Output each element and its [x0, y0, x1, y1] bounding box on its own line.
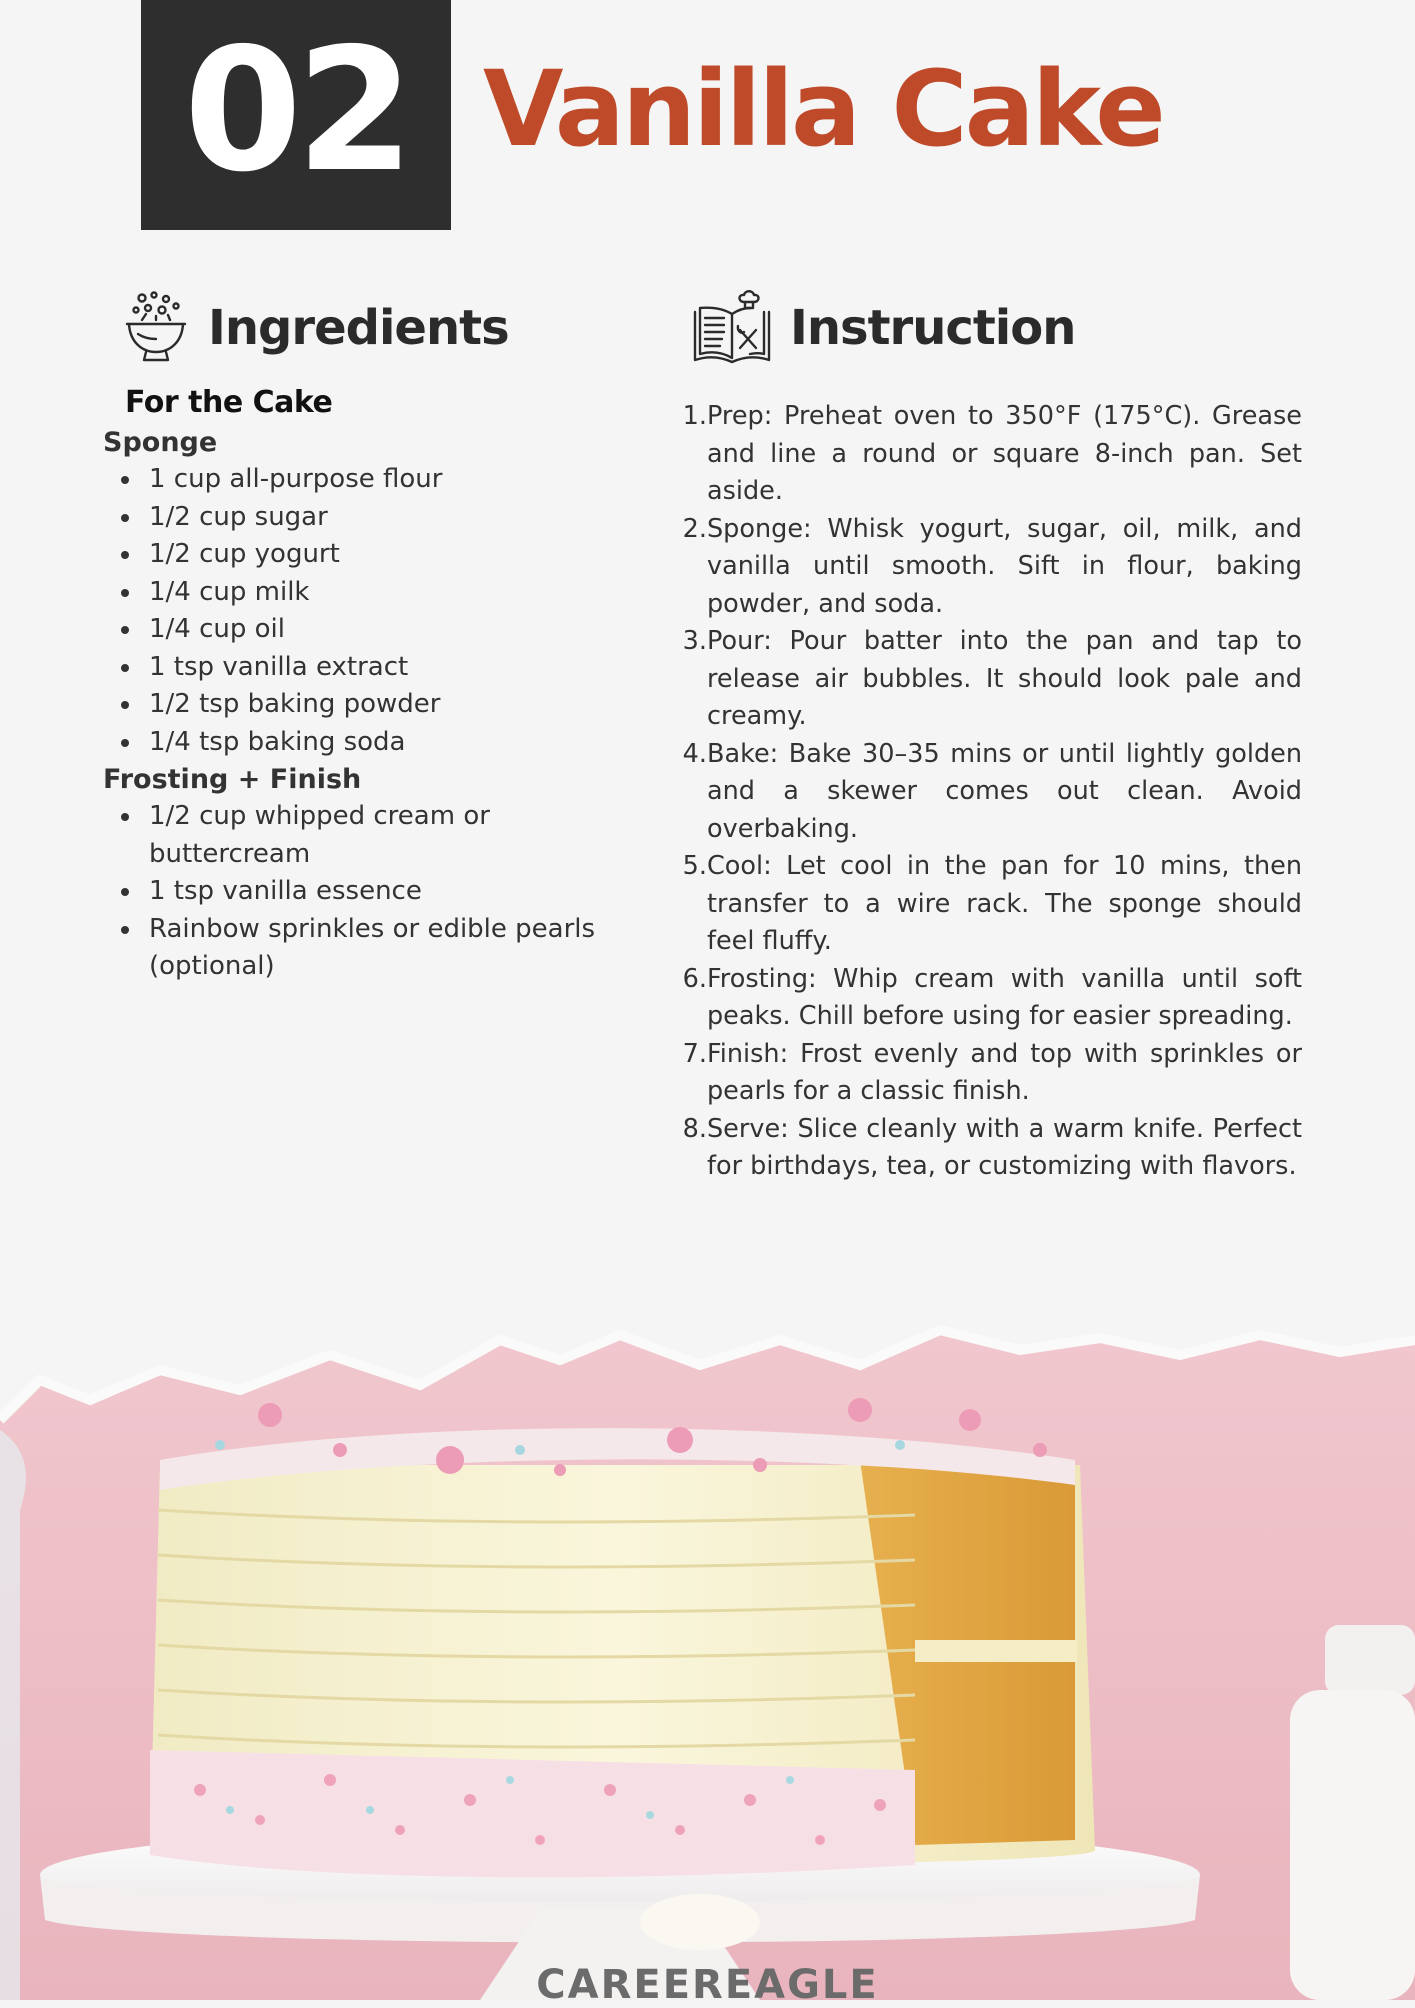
step-text: Cool: Let cool in the pan for 10 mins, then transfer to a wire rack. The sponge should feel fluffy.: [707, 851, 1302, 956]
step-text: Bake: Bake 30–35 mins or until lightly golden and a skewer comes out clean. Avoid overbaking.: [707, 738, 1302, 844]
recipe-number-box: [141, 0, 451, 230]
step-text: Pour: Pour batter into the pan and tap to release air bubbles. It should look pale and creamy.: [707, 626, 1302, 731]
instruction-step: [677, 623, 1302, 736]
instruction-step: [677, 511, 1302, 624]
ingredients-heading: Ingredients: [208, 300, 509, 356]
ingredients-subtitle: For the Cake: [125, 385, 333, 420]
instruction-step: [677, 1111, 1302, 1186]
ingredient-item: 1/4 tsp baking soda: [149, 724, 623, 762]
recipe-title: Vanilla Cake: [483, 48, 1163, 170]
ingredient-item: 1/2 cup whipped cream or buttercream: [149, 798, 519, 873]
recipe-book-chef-icon: [692, 290, 772, 366]
footer-logo: CAREEREAGLE: [536, 1962, 879, 2008]
step-text: Frosting: Whip cream with vanilla until soft peaks. Chill before using for easier spreading.: [707, 963, 1302, 1031]
ingredient-item: 1/2 cup yogurt: [149, 536, 623, 574]
step-number: 1.: [682, 401, 707, 431]
instruction-header: [692, 290, 1075, 366]
ingredients-header: [122, 290, 509, 366]
ingredient-item: 1/4 cup milk: [149, 574, 623, 612]
ingredient-item: 1 tsp vanilla extract: [149, 649, 623, 687]
ingredient-group-title: Sponge: [103, 427, 218, 458]
ingredient-item: 1/4 cup oil: [149, 611, 623, 649]
ingredient-item: Rainbow sprinkles or edible pearls (optional): [149, 911, 619, 986]
step-number: 5.: [682, 851, 707, 881]
instruction-step: [677, 736, 1302, 849]
step-number: 2.: [682, 513, 707, 544]
instructions-column: [677, 398, 1302, 1186]
ingredient-list: [103, 798, 609, 986]
step-number: 6.: [682, 963, 707, 994]
step-text: Finish: Frost evenly and top with sprinkles or pearls for a classic finish.: [707, 1038, 1302, 1106]
step-number: 3.: [682, 626, 707, 656]
recipe-number: 02: [183, 12, 409, 210]
ingredient-list: [103, 461, 623, 761]
step-number: 7.: [682, 1038, 707, 1069]
instruction-step: [677, 398, 1302, 511]
step-text: Sponge: Whisk yogurt, sugar, oil, milk, and vanilla until smooth. Sift in flour, baking powder, and soda.: [707, 513, 1302, 619]
ingredient-item: 1 cup all-purpose flour: [149, 461, 623, 499]
step-text: Prep: Preheat oven to 350°F (175°C). Grease and line a round or square 8-inch pan. Set aside.: [707, 401, 1302, 506]
step-number: 4.: [682, 738, 707, 769]
instruction-step: [677, 848, 1302, 961]
ingredient-item: 1/2 cup sugar: [149, 499, 623, 537]
ingredient-item: 1 tsp vanilla essence: [149, 873, 609, 911]
instruction-step: [677, 1036, 1302, 1111]
mixing-bowl-icon: [122, 290, 190, 366]
cake-photo: [0, 1310, 1415, 2000]
step-number: 8.: [682, 1113, 707, 1144]
ingredients-column: [103, 385, 623, 986]
instruction-heading: Instruction: [790, 300, 1076, 356]
instruction-step: [677, 961, 1302, 1036]
step-text: Serve: Slice cleanly with a warm knife. Perfect for birthdays, tea, or customizing with flavors.: [707, 1113, 1302, 1181]
instruction-list: [677, 398, 1302, 1186]
ingredient-group-title: Frosting + Finish: [103, 764, 362, 795]
ingredient-item: 1/2 tsp baking powder: [149, 686, 623, 724]
